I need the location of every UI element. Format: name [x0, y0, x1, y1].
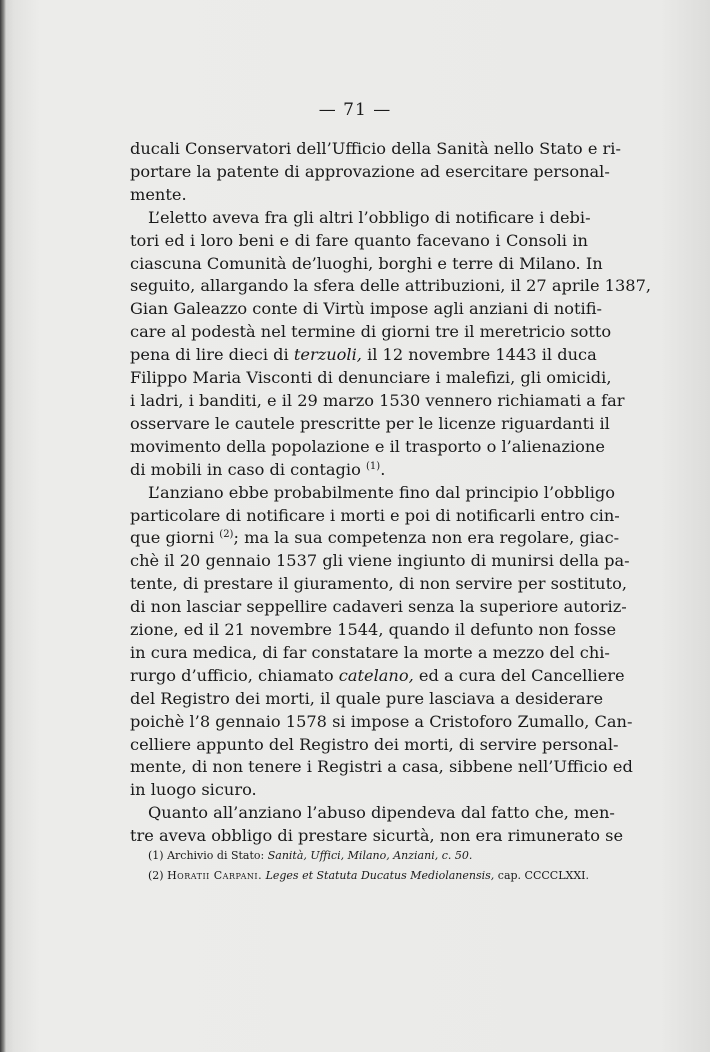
footnote-italic: Sanità, Uffici, Milano, Anziani, c. 50. — [267, 849, 473, 862]
text-line: movimento della popolazione e il trasporto o l’alienazione — [130, 436, 605, 456]
text-line — [130, 665, 625, 688]
text-line: ducali Conservatori dell’Ufficio della Sanità nello Stato e ri- — [130, 139, 621, 158]
text-segment: rurgo d’ufficio, chiamato — [130, 665, 334, 685]
text-line: tori ed i loro beni e di fare quanto facevano i Consoli in — [130, 230, 588, 250]
text-line: Filippo Maria Visconti di denunciare i malefizi, gli omicidi, — [130, 368, 612, 388]
text-segment: ed a cura del Cancelliere — [418, 665, 625, 685]
footnote-text: Archivio di Stato: — [167, 849, 265, 862]
text-segment: di mobili in caso di contagio — [130, 459, 361, 479]
text-line: del Registro dei morti, il quale pure lasciava a desiderare — [130, 688, 604, 708]
text-line: in cura medica, di far constatare la morte a mezzo del chi- — [130, 642, 610, 662]
text-line: Gian Galeazzo conte di Virtù impose agli anziani di notifi- — [130, 299, 602, 319]
text-line: i ladri, i banditi, e il 29 marzo 1530 vennero richiamati a far — [130, 390, 625, 410]
text-line — [130, 459, 588, 482]
footnote-text: cap. CCCCLXXI. — [497, 869, 590, 882]
footnote-number: (1) — [148, 849, 164, 862]
text-line: mente, di non tenere i Registri a casa, sibbene nell’Ufficio ed — [130, 757, 633, 777]
italic-term: catelano, — [338, 665, 414, 685]
text-line: osservare le cautele prescritte per le licenze riguardanti il — [130, 413, 610, 433]
footnote-ref-2: (2) — [219, 529, 234, 541]
footnote-author: Horatii Carpani. — [167, 869, 263, 882]
text-line: ciascuna Comunità de’luoghi, borghi e terre di Milano. In — [130, 253, 603, 273]
text-segment: . — [380, 459, 386, 479]
text-line: particolare di notificare i morti e poi di notificarli entro cin- — [130, 505, 620, 525]
text-segment: pena di lire dieci di — [130, 345, 289, 365]
text-line — [130, 527, 620, 550]
footnote-italic: Leges et Statuta Ducatus Mediolanensis, — [265, 869, 495, 882]
footnotes — [148, 846, 588, 886]
footnote-ref-1: (1) — [366, 460, 381, 472]
footnote-1 — [148, 846, 588, 866]
text-line: Quanto all’anziano l’abuso dipendeva dal fatto che, men- — [148, 803, 615, 823]
text-line: portare la patente di approvazione ad esercitare personal- — [130, 161, 610, 181]
text-line: L’eletto aveva fra gli altri l’obbligo di notificare i debi- — [148, 207, 591, 227]
footnote-2 — [148, 866, 588, 886]
text-segment: que giorni — [130, 528, 215, 548]
text-line: chè il 20 gennaio 1537 gli viene ingiunto di munirsi della pa- — [130, 551, 630, 571]
text-line: zione, ed il 21 novembre 1544, quando il defunto non fosse — [130, 620, 617, 640]
text-line: care al podestà nel termine di giorni tre il meretricio sotto — [130, 322, 612, 342]
text-line: in luogo sicuro. — [130, 780, 257, 800]
text-line: celliere appunto del Registro dei morti, di servire personal- — [130, 734, 619, 754]
book-spine-shadow — [0, 0, 6, 1052]
text-line — [130, 344, 597, 367]
italic-term: terzuoli, — [293, 345, 362, 365]
footnote-number: (2) — [148, 869, 164, 882]
page-number: — 71 — — [318, 100, 392, 120]
text-line: di non lasciar seppellire cadaveri senza la superiore autoriz- — [130, 597, 627, 617]
text-line: L’anziano ebbe probabilmente fino dal principio l’obbligo — [148, 482, 616, 502]
text-line: tente, di prestare il giuramento, di non servire per sostituto, — [130, 574, 627, 594]
text-segment: il 12 novembre 1443 il duca — [367, 345, 597, 365]
text-line: mente. — [130, 184, 187, 204]
text-line: tre aveva obbligo di prestare sicurtà, non era rimunerato se — [130, 826, 624, 846]
body-text — [130, 138, 652, 848]
text-line: seguito, allargando la sfera delle attribuzioni, il 27 aprile 1387, — [130, 276, 652, 296]
text-line: poichè l’8 gennaio 1578 si impose a Cristoforo Zumallo, Can- — [130, 711, 633, 731]
text-segment: ; ma la sua competenza non era regolare, giac- — [233, 528, 620, 548]
